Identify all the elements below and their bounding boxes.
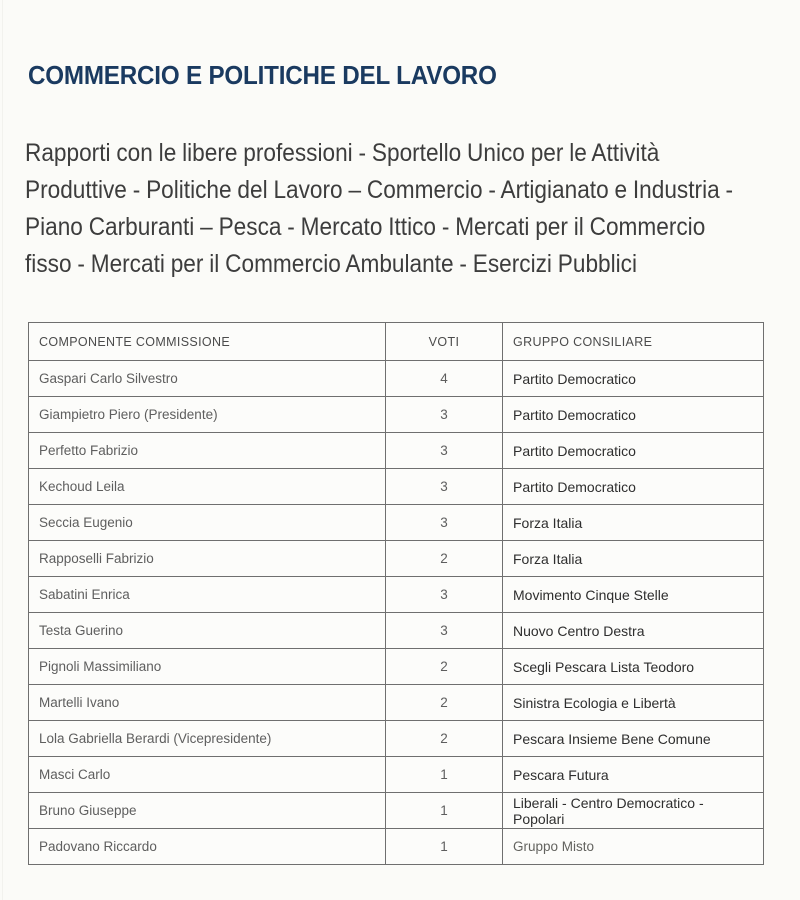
cell-group: Scegli Pescara Lista Teodoro: [503, 649, 764, 685]
cell-group: Sinistra Ecologia e Libertà: [503, 685, 764, 721]
table-row: [29, 361, 764, 397]
cell-member-name: Giampietro Piero (Presidente): [29, 397, 386, 433]
table-row: [29, 685, 764, 721]
cell-member-name: Lola Gabriella Berardi (Vicepresidente): [29, 721, 386, 757]
table-row: [29, 793, 764, 829]
cell-member-name: Rapposelli Fabrizio: [29, 541, 386, 577]
table-row: [29, 397, 764, 433]
table-row: [29, 541, 764, 577]
cell-member-name: Kechoud Leila: [29, 469, 386, 505]
cell-group: Partito Democratico: [503, 469, 764, 505]
cell-member-name: Masci Carlo: [29, 757, 386, 793]
cell-votes: 3: [386, 505, 503, 541]
cell-member-name: Pignoli Massimiliano: [29, 649, 386, 685]
table-row: [29, 613, 764, 649]
cell-votes: 2: [386, 685, 503, 721]
committee-scope-description: Rapporti con le libere professioni - Sportello Unico per le Attività Produttive - Politiche del Lavoro – Commercio - Artigianato e Industria - Piano Carburanti – Pesca - Mercato Ittico - Mercati per il Commercio fisso - Mercati per il Commercio Ambulante - Esercizi Pubblici: [25, 139, 734, 278]
cell-votes: 2: [386, 541, 503, 577]
cell-member-name: Perfetto Fabrizio: [29, 433, 386, 469]
committee-members-table: [28, 322, 764, 865]
cell-votes: 1: [386, 793, 503, 829]
column-header-member: COMPONENTE COMMISSIONE: [29, 323, 386, 361]
table-body: [29, 361, 764, 865]
table-row: [29, 829, 764, 865]
table-row: [29, 469, 764, 505]
table-row: [29, 721, 764, 757]
committee-table-container: [28, 322, 763, 865]
cell-group: Partito Democratico: [503, 397, 764, 433]
cell-member-name: Testa Guerino: [29, 613, 386, 649]
cell-votes: 1: [386, 757, 503, 793]
cell-member-name: Martelli Ivano: [29, 685, 386, 721]
cell-member-name: Seccia Eugenio: [29, 505, 386, 541]
cell-group: Gruppo Misto: [503, 829, 764, 865]
column-header-votes: VOTI: [386, 323, 503, 361]
cell-member-name: Padovano Riccardo: [29, 829, 386, 865]
cell-group: Forza Italia: [503, 541, 764, 577]
table-row: [29, 433, 764, 469]
cell-votes: 2: [386, 649, 503, 685]
table-row: [29, 505, 764, 541]
cell-group: Pescara Insieme Bene Comune: [503, 721, 764, 757]
page-title: COMMERCIO E POLITICHE DEL LAVORO: [28, 60, 497, 91]
cell-votes: 3: [386, 613, 503, 649]
table-row: [29, 577, 764, 613]
cell-votes: 4: [386, 361, 503, 397]
cell-member-name: Sabatini Enrica: [29, 577, 386, 613]
cell-member-name: Gaspari Carlo Silvestro: [29, 361, 386, 397]
cell-votes: 3: [386, 469, 503, 505]
table-row: [29, 649, 764, 685]
cell-group: Pescara Futura: [503, 757, 764, 793]
cell-group: Nuovo Centro Destra: [503, 613, 764, 649]
table-header-row: [29, 323, 764, 361]
cell-votes: 3: [386, 577, 503, 613]
cell-group: Partito Democratico: [503, 433, 764, 469]
cell-votes: 1: [386, 829, 503, 865]
cell-group: Movimento Cinque Stelle: [503, 577, 764, 613]
cell-votes: 3: [386, 433, 503, 469]
column-header-group: GRUPPO CONSILIARE: [503, 323, 764, 361]
cell-votes: 3: [386, 397, 503, 433]
cell-group: Liberali - Centro Democratico - Popolari: [503, 793, 764, 829]
cell-group: Partito Democratico: [503, 361, 764, 397]
page-edge-rule: [2, 0, 3, 900]
cell-member-name: Bruno Giuseppe: [29, 793, 386, 829]
table-header: [29, 323, 764, 361]
table-row: [29, 757, 764, 793]
cell-group: Forza Italia: [503, 505, 764, 541]
cell-votes: 2: [386, 721, 503, 757]
